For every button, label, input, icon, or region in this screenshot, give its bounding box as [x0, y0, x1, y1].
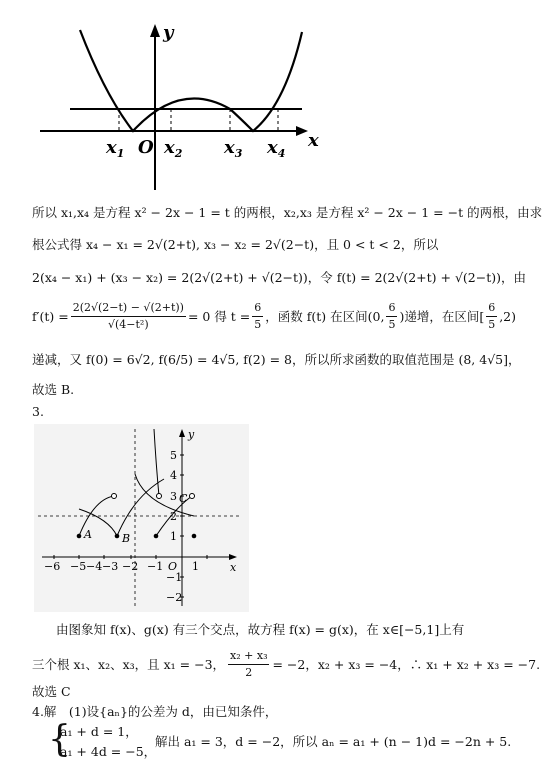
- fig2-x-tick-1: 1: [192, 560, 199, 573]
- fig2-x-tick--6: −6: [44, 560, 61, 573]
- frac-den: 5: [254, 318, 262, 331]
- interval-end: ,2): [499, 308, 517, 324]
- text2-line-2: [32, 648, 540, 681]
- fig1-curve: [80, 30, 302, 131]
- derivative-lhs: f′(t) =: [32, 308, 69, 324]
- figure-2-graph: [34, 424, 249, 612]
- fig2-label-a: A: [84, 528, 92, 541]
- frac-num: 6: [386, 300, 397, 317]
- fig2-label-c: C: [179, 492, 188, 505]
- decreasing-interval-text: )递增，在区间[: [399, 308, 485, 324]
- frac-six-fifths-2: [386, 300, 397, 333]
- fig2-y-tick-2: 2: [170, 510, 177, 523]
- fig2-dot-a: [77, 534, 82, 539]
- text2-frac-num: x₂ + x₃: [228, 648, 269, 665]
- fig2-x-tick--2: −2: [122, 560, 139, 573]
- fig2-x-label: x: [230, 561, 237, 574]
- fig1-tick-x1: $x_1$: [106, 137, 125, 160]
- fig2-x-tick--4: −4: [86, 560, 103, 573]
- text2-answer: 故选 C: [32, 684, 71, 699]
- text-line-6: 故选 B.: [32, 382, 75, 397]
- fig1-y-label: y: [163, 22, 174, 43]
- figure-1-graph: [30, 10, 330, 195]
- fig2-background: [34, 424, 249, 612]
- fig1-tick-origin: O: [138, 137, 154, 158]
- fig2-y-tick-4: 4: [170, 469, 177, 482]
- fig1-tick-x2: $x_2$: [164, 137, 183, 160]
- derivative-denominator: √(4−t²): [108, 318, 149, 331]
- derivative-numerator: 2(2√(2−t) − √(2+t)): [71, 300, 186, 317]
- fig2-y-tick--1: −1: [166, 571, 183, 584]
- text2-solution: 解出 a₁ = 3，d = −2，所以 aₙ = a₁ + (n − 1)d = −2n + 5.: [155, 734, 512, 749]
- fig1-x-arrow: [296, 126, 308, 136]
- fig2-y-label: y: [188, 428, 195, 441]
- text-line-2: 根公式得 x₄ − x₁ = 2√(2+t), x₃ − x₂ = 2√(2−t)，且 0 < t < 2，所以: [32, 237, 439, 252]
- fig2-label-b: B: [122, 532, 131, 545]
- text-line-1: 所以 x₁,x₄ 是方程 x² − 2x − 1 = t 的两根，x₂,x₃ 是方程 x² − 2x − 1 = −t 的两根，由求: [32, 205, 542, 220]
- fig2-x-tick--5: −5: [70, 560, 87, 573]
- text2-fraction: [228, 648, 269, 681]
- text-line-5: 递减，又 f(0) = 6√2, f(6/5) = 4√5, f(2) = 8，所以所求函数的取值范围是 (8, 4√5]，: [32, 352, 521, 367]
- text-line-3: 2(x₄ − x₁) + (x₃ − x₂) = 2(2√(2+t) + √(2−t))，令 f(t) = 2(2√(2+t) + √(2−t))，由: [32, 270, 527, 285]
- fig1-x-label: x: [308, 130, 319, 151]
- fig2-y-tick-1: 1: [170, 530, 177, 543]
- fig2-dot-1: [192, 534, 197, 539]
- text2-problem-4: 4.解 (1)设{aₙ}的公差为 d，由已知条件，: [32, 704, 278, 719]
- system-eq-2: a₁ + 4d = −5，: [60, 744, 157, 759]
- text-line-7: 3.: [32, 404, 44, 419]
- system-eq-1: a₁ + d = 1，: [60, 724, 138, 739]
- fig2-open-point-2: [157, 494, 162, 499]
- frac-six-fifths-1: [252, 300, 263, 333]
- system-brace: {: [48, 719, 71, 760]
- derivative-zero: = 0 得 t =: [187, 308, 251, 324]
- increasing-text: ，函数 f(t) 在区间(0,: [265, 308, 385, 324]
- frac-six-fifths-3: [486, 300, 497, 333]
- text2-sum: = −2，x₂ + x₃ = −4，∴ x₁ + x₂ + x₃ = −7.: [272, 656, 541, 672]
- text2-frac-den: 2: [245, 666, 253, 679]
- fig1-tick-x3: $x_3$: [224, 137, 243, 160]
- frac-num: 6: [486, 300, 497, 317]
- derivative-fraction: [71, 300, 186, 333]
- fig2-y-tick-5: 5: [170, 449, 177, 462]
- fig2-dot-neg1: [154, 534, 159, 539]
- fig2-origin: O: [168, 560, 178, 573]
- fig2-y-tick--2: −2: [166, 591, 183, 604]
- fig2-x-tick--3: −3: [102, 560, 119, 573]
- fig2-open-point-3: [190, 494, 195, 499]
- text2-roots: 三个根 x₁、x₂、x₃，且 x₁ = −3，: [32, 656, 226, 672]
- frac-den: 5: [488, 318, 496, 331]
- fig2-dot-b: [115, 534, 120, 539]
- fig1-y-arrow: [150, 24, 160, 37]
- fig2-open-point-1: [112, 494, 117, 499]
- text-line-4: [32, 300, 516, 333]
- fig1-tick-x4: $x_4$: [267, 137, 286, 160]
- frac-num: 6: [252, 300, 263, 317]
- frac-den: 5: [388, 318, 396, 331]
- fig2-x-tick--1: −1: [147, 560, 164, 573]
- fig2-y-tick-3: 3: [170, 490, 177, 503]
- text2-para-1: 由图象知 f(x)、g(x) 有三个交点，故方程 f(x) = g(x)，在 x∈[−5,1]上有: [56, 622, 465, 637]
